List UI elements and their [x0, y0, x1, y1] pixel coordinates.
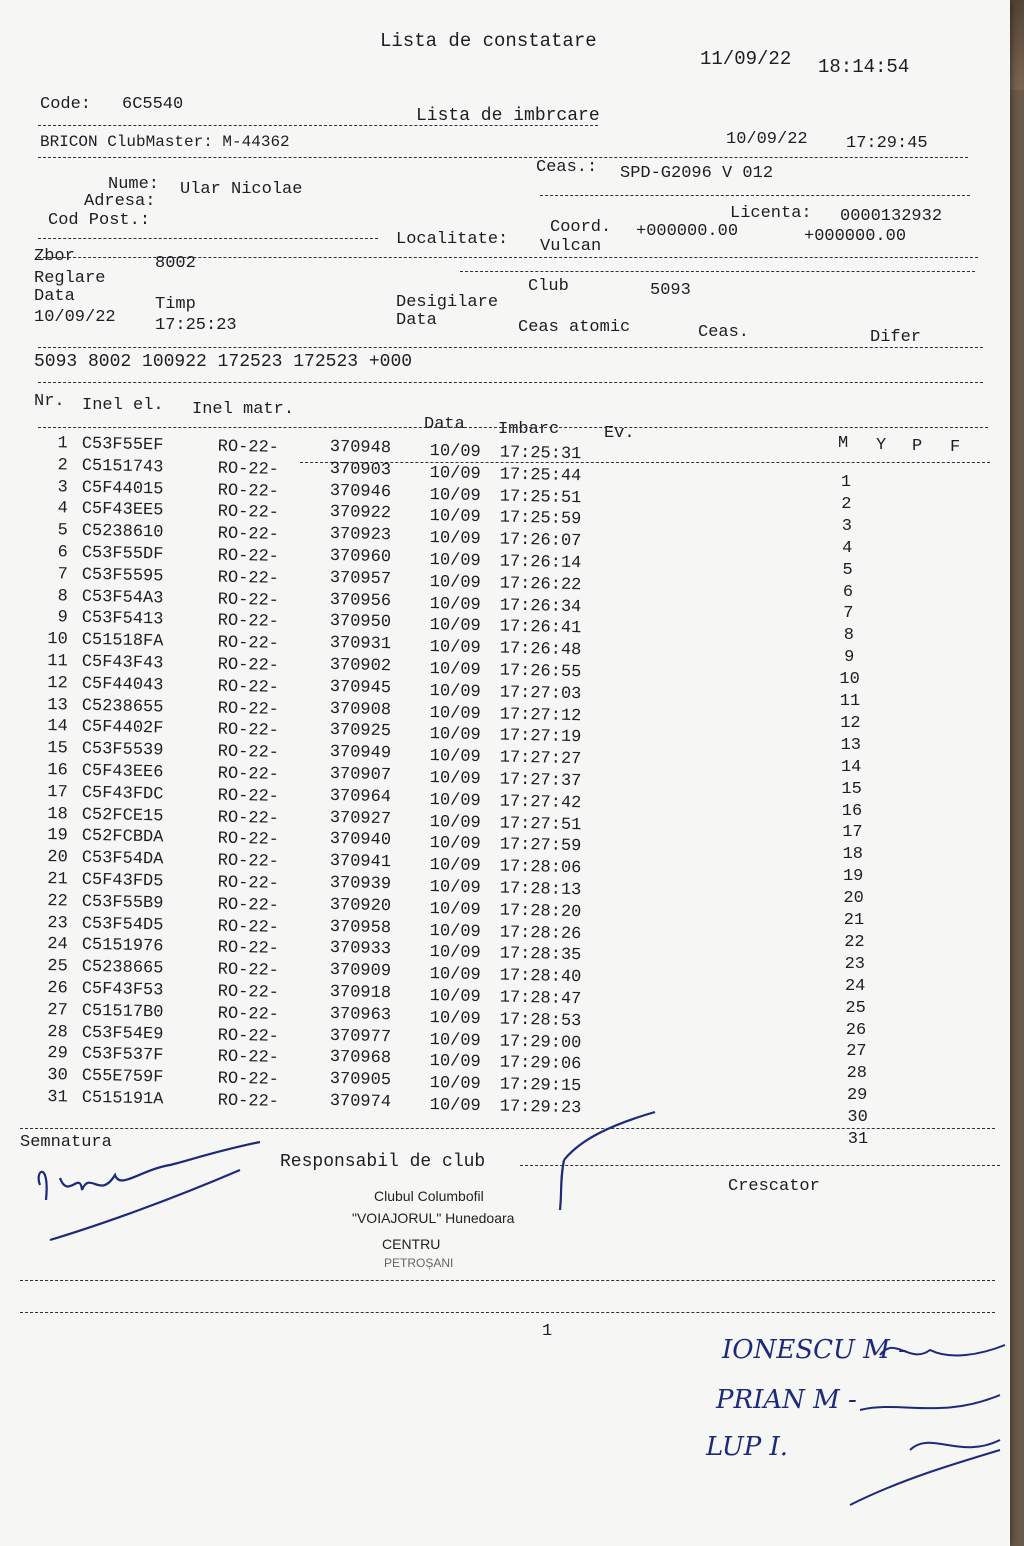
row-number: 25 — [47, 957, 68, 977]
imbarc-time: 17:26:22 — [499, 574, 582, 595]
inel-matr: 370931 — [329, 634, 392, 655]
inel-matr: 370940 — [329, 830, 392, 851]
list-date: 10/09/22 — [726, 130, 808, 149]
handwritten-name: IONESCU M - — [722, 1335, 907, 1365]
inel-matr: 370939 — [329, 873, 392, 895]
inel-prefix: RO-22- — [217, 786, 280, 807]
handwritten-name: PRIAN M - — [716, 1385, 857, 1415]
inel-prefix: RO-22- — [217, 1004, 280, 1025]
inel-matr: 370907 — [329, 764, 392, 786]
m-value: 14 — [840, 757, 862, 777]
inel-el: C53F55EF — [81, 434, 164, 456]
th-data: Data — [424, 415, 465, 434]
row-number: 8 — [57, 586, 68, 607]
imbarc-time: 17:27:42 — [499, 792, 582, 813]
imbarc-date: 10/09 — [429, 485, 481, 506]
row-number: 10 — [47, 630, 68, 650]
inel-el: C53F54E9 — [81, 1023, 164, 1045]
outer-time: 18:14:54 — [818, 56, 910, 78]
th-m: M — [838, 434, 849, 453]
inel-el: C5238655 — [81, 696, 164, 718]
imbarc-time: 17:29:15 — [499, 1075, 582, 1097]
imbarc-date: 10/09 — [429, 703, 481, 724]
inel-prefix: RO-22- — [217, 699, 280, 720]
adresa-label: Adresa: — [84, 192, 156, 211]
inel-matr: 370927 — [329, 808, 392, 829]
m-value: 13 — [840, 735, 861, 755]
m-value: 20 — [843, 889, 864, 909]
divider — [38, 157, 968, 158]
responsabil-label: Responsabil de club — [280, 1152, 486, 1172]
row-number: 1 — [57, 434, 68, 454]
imbarc-date: 10/09 — [429, 594, 481, 615]
outer-title: Lista de constatare — [380, 30, 597, 52]
inel-matr: 370922 — [329, 503, 392, 524]
coord-label: Coord. — [550, 218, 612, 237]
inel-prefix: RO-22- — [217, 546, 280, 567]
m-value: 31 — [847, 1130, 869, 1149]
inel-prefix: RO-22- — [217, 873, 280, 894]
imbarc-date: 10/09 — [429, 965, 481, 986]
m-value: 17 — [842, 823, 863, 843]
inel-matr: 370958 — [329, 917, 392, 938]
m-value: 11 — [839, 692, 861, 711]
imbarc-time: 17:28:26 — [499, 923, 582, 944]
imbarc-date: 10/09 — [429, 1030, 481, 1051]
inel-matr: 370903 — [329, 459, 392, 480]
inel-matr: 370902 — [329, 655, 392, 677]
m-value: 16 — [841, 801, 863, 821]
reglare-time: 17:25:23 — [155, 316, 237, 335]
th-inel-el: Inel el. — [82, 396, 164, 415]
divider — [460, 271, 975, 272]
m-value: 25 — [845, 998, 866, 1018]
inel-matr: 370960 — [329, 546, 392, 568]
inel-matr: 370909 — [329, 961, 392, 982]
club-value: 5093 — [650, 281, 691, 300]
imbarc-date: 10/09 — [429, 660, 481, 681]
licenta-value: 0000132932 — [840, 207, 943, 226]
inel-matr: 370923 — [329, 525, 392, 546]
inel-matr: 370974 — [329, 1091, 392, 1113]
m-value: 3 — [841, 516, 852, 536]
imbarc-time: 17:26:41 — [499, 617, 582, 639]
imbarc-date: 10/09 — [429, 943, 481, 964]
row-number: 18 — [47, 804, 68, 825]
m-value: 28 — [846, 1064, 867, 1084]
row-number: 22 — [47, 891, 68, 912]
inel-prefix: RO-22- — [217, 982, 280, 1003]
outer-date: 11/09/22 — [700, 48, 792, 70]
inel-matr: 370933 — [329, 939, 392, 960]
signature-drawing — [20, 1130, 280, 1250]
imbarc-date: 10/09 — [429, 812, 481, 833]
semnatura-label: Semnatura — [20, 1133, 112, 1152]
list-title: Lista de imbrcare — [416, 106, 600, 126]
row-number: 19 — [47, 826, 68, 846]
imbarc-time: 17:26:55 — [499, 661, 582, 683]
timp-label: Timp — [155, 295, 196, 314]
m-value: 12 — [840, 713, 861, 733]
inel-el: C53F55B9 — [81, 892, 164, 914]
th-y: Y — [876, 436, 887, 455]
zbor-value: 8002 — [155, 254, 196, 273]
imbarc-date: 10/09 — [429, 442, 481, 463]
inel-el: C515191A — [81, 1088, 164, 1110]
imbarc-date: 10/09 — [429, 921, 481, 942]
inel-prefix: RO-22- — [217, 808, 280, 829]
th-p: P — [912, 437, 923, 456]
inel-el: C53F5595 — [81, 565, 164, 587]
row-number: 29 — [47, 1044, 68, 1064]
imbarc-date: 10/09 — [429, 463, 481, 484]
clubmaster-info: BRICON ClubMaster: M-44362 — [40, 133, 290, 151]
m-value: 9 — [844, 648, 855, 668]
imbarc-date: 10/09 — [429, 1074, 481, 1095]
row-number: 28 — [47, 1022, 68, 1043]
imbarc-time: 17:28:40 — [499, 966, 582, 988]
inel-prefix: RO-22- — [217, 960, 280, 982]
imbarc-date: 10/09 — [429, 681, 481, 702]
inel-matr: 370950 — [329, 612, 392, 633]
inel-matr: 370905 — [329, 1070, 392, 1091]
inel-prefix: RO-22- — [217, 895, 280, 916]
divider — [20, 1312, 995, 1313]
imbarc-date: 10/09 — [429, 572, 481, 593]
m-value: 22 — [844, 932, 865, 952]
summary-line: 5093 8002 100922 172523 172523 +000 — [34, 352, 413, 372]
th-ev: Ev. — [604, 424, 635, 443]
imbarc-time: 17:28:47 — [499, 988, 582, 1010]
imbarc-time: 17:25:44 — [499, 465, 582, 486]
imbarc-time: 17:25:51 — [499, 487, 582, 508]
cod-post-label: Cod Post.: — [48, 211, 151, 230]
inel-prefix: RO-22- — [217, 917, 280, 938]
imbarc-time: 17:26:14 — [499, 552, 582, 574]
imbarc-time: 17:27:19 — [499, 726, 582, 748]
imbarc-time: 17:28:20 — [499, 901, 582, 922]
row-number: 9 — [57, 608, 68, 628]
imbarc-time: 17:29:00 — [499, 1032, 582, 1053]
row-number: 11 — [47, 651, 68, 672]
inel-el: C51517B0 — [81, 1001, 164, 1023]
inel-el: C5F43F53 — [81, 979, 164, 1001]
licenta-label: Licenta: — [730, 204, 812, 223]
imbarc-time: 17:29:23 — [499, 1097, 582, 1119]
imbarc-time: 17:26:48 — [499, 639, 582, 661]
imbarc-date: 10/09 — [429, 507, 481, 528]
inel-el: C53F54A3 — [81, 587, 164, 609]
stamp-line: CENTRU — [382, 1236, 441, 1252]
inel-prefix: RO-22- — [217, 481, 280, 502]
imbarc-date: 10/09 — [429, 878, 481, 899]
inel-el: C53F54DA — [81, 848, 164, 870]
inel-prefix: RO-22- — [217, 720, 280, 742]
inel-matr: 370925 — [329, 721, 392, 742]
inel-el: C5F43FD5 — [81, 870, 164, 892]
stamp-line: "VOIAJORUL" Hunedoara — [352, 1210, 515, 1226]
crescator-label: Crescator — [728, 1177, 820, 1196]
inel-el: C5F43EE5 — [81, 500, 164, 521]
inel-matr: 370945 — [329, 677, 392, 698]
inel-el: C5238665 — [81, 957, 164, 979]
inel-matr: 370949 — [329, 743, 392, 764]
club-signature-drawing — [540, 1110, 670, 1220]
inel-matr: 370977 — [329, 1026, 392, 1047]
inel-prefix: RO-22- — [217, 1026, 280, 1047]
row-number: 20 — [47, 848, 68, 868]
m-value: 10 — [839, 670, 860, 690]
club-label: Club — [528, 277, 569, 296]
m-value: 6 — [842, 582, 854, 602]
inel-prefix: RO-22- — [217, 829, 280, 851]
m-value: 15 — [841, 779, 862, 799]
inel-matr: 370964 — [329, 786, 392, 807]
inel-prefix: RO-22- — [217, 524, 280, 546]
inel-matr: 370920 — [329, 895, 392, 916]
th-nr: Nr. — [34, 392, 65, 411]
row-number: 7 — [57, 565, 68, 585]
imbarc-date: 10/09 — [429, 638, 481, 659]
inel-prefix: RO-22- — [217, 677, 280, 698]
imbarc-date: 10/09 — [429, 987, 481, 1008]
imbarc-date: 10/09 — [429, 769, 481, 790]
imbarc-time: 17:28:13 — [499, 879, 582, 901]
m-value: 4 — [842, 538, 853, 558]
th-imbarc: Imbarc — [498, 420, 560, 439]
inel-el: C5F44015 — [81, 478, 164, 500]
page-number: 1 — [542, 1322, 553, 1341]
divider — [20, 1280, 995, 1281]
divider — [38, 427, 988, 428]
inel-prefix: RO-22- — [217, 1091, 280, 1112]
inel-matr: 370948 — [329, 437, 392, 459]
m-value: 29 — [846, 1086, 868, 1106]
imbarc-time: 17:27:59 — [499, 835, 582, 857]
divider — [38, 238, 378, 239]
imbarc-time: 17:25:59 — [499, 508, 582, 530]
divider — [38, 347, 983, 348]
imbarc-date: 10/09 — [429, 551, 481, 572]
stamp-line: Clubul Columbofil — [374, 1188, 484, 1204]
row-number: 12 — [47, 673, 68, 694]
inel-matr: 370957 — [329, 568, 392, 589]
imbarc-time: 17:26:07 — [499, 530, 582, 552]
inel-prefix: RO-22- — [217, 1069, 280, 1091]
row-number: 14 — [47, 717, 68, 737]
imbarc-time: 17:27:03 — [499, 683, 582, 704]
reglare-date: 10/09/22 — [34, 308, 116, 327]
zbor-label: Zbor — [34, 247, 75, 266]
inel-prefix: RO-22- — [217, 611, 280, 633]
inel-el: C53F5413 — [81, 609, 164, 630]
ceas-atomic-label: Ceas atomic — [518, 318, 631, 337]
inel-matr: 370941 — [329, 852, 392, 873]
nume-value: Ular Nicolae — [180, 180, 303, 199]
inel-prefix: RO-22- — [217, 437, 280, 458]
inel-prefix: RO-22- — [217, 568, 280, 589]
row-number: 30 — [47, 1066, 68, 1086]
divider — [38, 382, 983, 383]
imbarc-date: 10/09 — [429, 529, 481, 550]
inel-el: C53F54D5 — [81, 914, 164, 936]
inel-el: C52FCE15 — [81, 805, 164, 827]
inel-matr: 370946 — [329, 481, 392, 502]
inel-prefix: RO-22- — [217, 764, 280, 785]
inel-el: C5F43FDC — [81, 783, 164, 805]
m-value: 21 — [843, 911, 865, 930]
m-value: 27 — [846, 1042, 867, 1062]
inel-el: C5151976 — [81, 936, 164, 957]
th-inel-matr: Inel matr. — [192, 400, 295, 419]
data-label: Data — [34, 287, 75, 306]
list-time: 17:29:45 — [846, 134, 928, 153]
imbarc-date: 10/09 — [429, 790, 481, 811]
inel-el: C5F44043 — [81, 674, 164, 696]
inel-prefix: RO-22- — [217, 655, 280, 676]
m-value: 30 — [847, 1108, 868, 1128]
imbarc-date: 10/09 — [429, 1096, 481, 1117]
imbarc-time: 17:28:35 — [499, 944, 582, 966]
row-number: 5 — [57, 521, 68, 541]
imbarc-time: 17:27:37 — [499, 770, 582, 792]
row-number: 4 — [57, 499, 68, 519]
imbarc-date: 10/09 — [429, 834, 481, 855]
inel-matr: 370956 — [329, 590, 392, 611]
imbarc-date: 10/09 — [429, 1008, 481, 1029]
imbarc-time: 17:26:34 — [499, 596, 582, 617]
inel-prefix: RO-22- — [217, 938, 280, 960]
imbarc-time: 17:27:27 — [499, 748, 582, 770]
row-number: 13 — [47, 695, 68, 716]
row-number: 23 — [47, 913, 68, 934]
desigilare-label: Desigilare — [396, 293, 499, 312]
inel-el: C53F5539 — [81, 739, 164, 761]
imbarc-time: 17:28:53 — [499, 1010, 582, 1031]
row-number: 16 — [47, 760, 68, 781]
stamp-line: PETROȘANI — [384, 1256, 454, 1270]
imbarc-time: 17:29:06 — [499, 1053, 582, 1075]
inel-el: C51518FA — [81, 630, 164, 652]
m-value: 2 — [841, 494, 852, 514]
row-number: 6 — [57, 543, 68, 563]
inel-prefix: RO-22- — [217, 633, 280, 655]
m-value: 26 — [845, 1020, 867, 1040]
inel-el: C5151743 — [81, 456, 164, 478]
handwritten-signatures — [840, 1330, 1010, 1510]
inel-el: C55E759F — [81, 1066, 164, 1088]
inel-prefix: RO-22- — [217, 590, 280, 611]
coord-x: +000000.00 — [636, 222, 739, 241]
inel-el: C52FCBDA — [81, 827, 164, 848]
difer-label: Difer — [870, 328, 922, 347]
imbarc-date: 10/09 — [429, 747, 481, 768]
coord-y: +000000.00 — [804, 227, 907, 246]
row-number: 3 — [57, 477, 68, 498]
th-f: F — [950, 438, 961, 457]
inel-prefix: RO-22- — [217, 1047, 280, 1069]
inel-prefix: RO-22- — [217, 742, 280, 764]
reglare-label: Reglare — [34, 269, 106, 288]
row-number: 21 — [47, 869, 68, 890]
inel-matr: 370963 — [329, 1004, 392, 1025]
ceas-value: SPD-G2096 V 012 — [620, 164, 774, 183]
m-value: 24 — [844, 976, 866, 996]
inel-el: C5238610 — [81, 521, 164, 543]
inel-el: C5F43F43 — [81, 652, 164, 674]
m-value: 1 — [840, 473, 852, 492]
desig-data-label: Data — [396, 311, 437, 330]
m-value: 8 — [843, 626, 854, 646]
localitate-label: Localitate: — [396, 230, 509, 249]
divider — [540, 195, 970, 196]
m-value: 7 — [843, 604, 854, 624]
row-number: 27 — [47, 1000, 68, 1021]
m-value: 23 — [844, 954, 865, 974]
imbarc-date: 10/09 — [429, 725, 481, 746]
imbarc-date: 10/09 — [429, 856, 481, 877]
inel-el: C53F55DF — [81, 543, 164, 565]
imbarc-date: 10/09 — [429, 616, 481, 637]
localitate-value: Vulcan — [540, 237, 602, 256]
code-value: 6C5540 — [122, 95, 184, 114]
inel-el: C5F43EE6 — [81, 761, 164, 783]
m-value: 5 — [842, 560, 853, 580]
row-number: 26 — [47, 978, 68, 999]
imbarc-time: 17:27:51 — [499, 814, 582, 835]
ceas-short-label: Ceas. — [698, 323, 750, 342]
imbarc-date: 10/09 — [429, 1052, 481, 1073]
row-number: 2 — [57, 456, 68, 476]
imbarc-time: 17:27:12 — [499, 705, 582, 726]
inel-prefix: RO-22- — [217, 502, 280, 524]
m-value: 18 — [842, 845, 863, 865]
code-label: Code: — [40, 95, 92, 114]
divider — [38, 125, 598, 126]
divider — [20, 1128, 995, 1129]
handwritten-name: LUP I. — [706, 1432, 789, 1462]
inel-el: C5F4402F — [81, 718, 164, 739]
inel-el: C53F537F — [81, 1045, 164, 1066]
inel-matr: 370908 — [329, 699, 392, 720]
row-number: 15 — [47, 739, 68, 759]
nume-label: Nume: — [108, 175, 160, 194]
inel-matr: 370968 — [329, 1048, 392, 1069]
imbarc-time: 17:25:31 — [499, 443, 582, 465]
inel-prefix: RO-22- — [217, 459, 280, 480]
imbarc-time: 17:28:06 — [499, 857, 582, 879]
row-number: 24 — [47, 935, 68, 955]
imbarc-date: 10/09 — [429, 899, 481, 920]
inel-matr: 370918 — [329, 982, 392, 1004]
ceas-label: Ceas.: — [536, 158, 598, 177]
inel-prefix: RO-22- — [217, 851, 280, 873]
row-number: 31 — [47, 1087, 68, 1108]
row-number: 17 — [47, 782, 68, 803]
m-value: 19 — [842, 867, 864, 887]
